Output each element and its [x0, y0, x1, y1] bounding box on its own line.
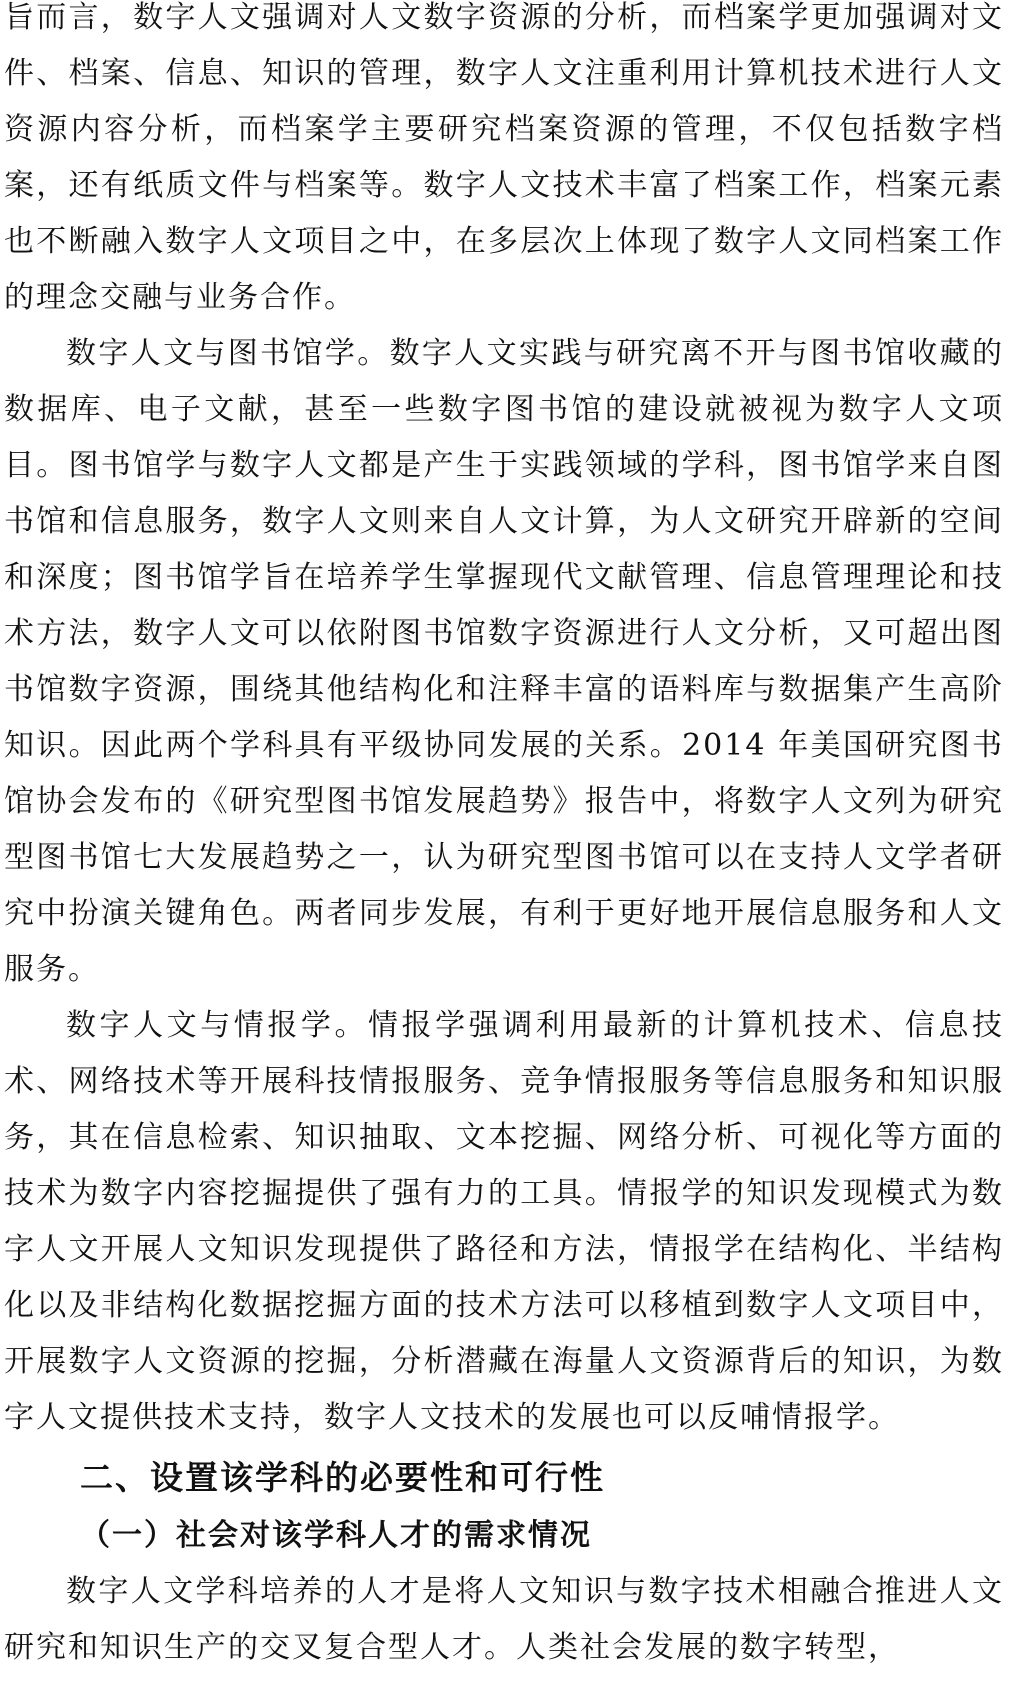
- paragraph-archives: 旨而言，数字人文强调对人文数字资源的分析，而档案学更加强调对文件、档案、信息、知识的管理，数字人文注重利用计算机技术进行人文资源内容分析，而档案学主要研究档案资源的管理，不仅包括数字档案，还有纸质文件与档案等。数字人文技术丰富了档案工作，档案元素也不断融入数字人文项目之中，在多层次上体现了数字人文同档案工作的理念交融与业务合作。: [4, 0, 1004, 315]
- document-page: [4, 0, 1004, 1676]
- paragraph-library-science: 数字人文与图书馆学。数字人文实践与研究离不开与图书馆收藏的数据库、电子文献，甚至一些数字图书馆的建设就被视为数字人文项目。图书馆学与数字人文都是产生于实践领域的学科，图书馆学来自图书馆和信息服务，数字人文则来自人文计算，为人文研究开辟新的空间和深度；图书馆学旨在培养学生掌握现代文献管理、信息管理理论和技术方法，数字人文可以依附图书馆数字资源进行人文分析，又可超出图书馆数字资源，围绕其他结构化和注释丰富的语料库与数据集产生高阶知识。因此两个学科具有平级协同发展的关系。2014 年美国研究图书馆协会发布的《研究型图书馆发展趋势》报告中，将数字人文列为研究型图书馆七大发展趋势之一，认为研究型图书馆可以在支持人文学者研究中扮演关键角色。两者同步发展，有利于更好地开展信息服务和人文服务。: [4, 336, 1004, 987]
- subsection-heading: （一）社会对该学科人才的需求情况: [80, 1518, 592, 1553]
- section-heading: 二、设置该学科的必要性和可行性: [80, 1458, 605, 1497]
- paragraph-talent-demand: 数字人文学科培养的人才是将人文知识与数字技术相融合推进人文研究和知识生产的交叉复合型人才。人类社会发展的数字转型，: [4, 1574, 1004, 1665]
- paragraph-information-science: 数字人文与情报学。情报学强调利用最新的计算机技术、信息技术、网络技术等开展科技情报服务、竞争情报服务等信息服务和知识服务，其在信息检索、知识抽取、文本挖掘、网络分析、可视化等方面的技术为数字内容挖掘提供了强有力的工具。情报学的知识发现模式为数字人文开展人文知识发现提供了路径和方法，情报学在结构化、半结构化以及非结构化数据挖掘方面的技术方法可以移植到数字人文项目中，开展数字人文资源的挖掘，分析潜藏在海量人文资源背后的知识，为数字人文提供技术支持，数字人文技术的发展也可以反哺情报学。: [4, 1008, 1004, 1435]
